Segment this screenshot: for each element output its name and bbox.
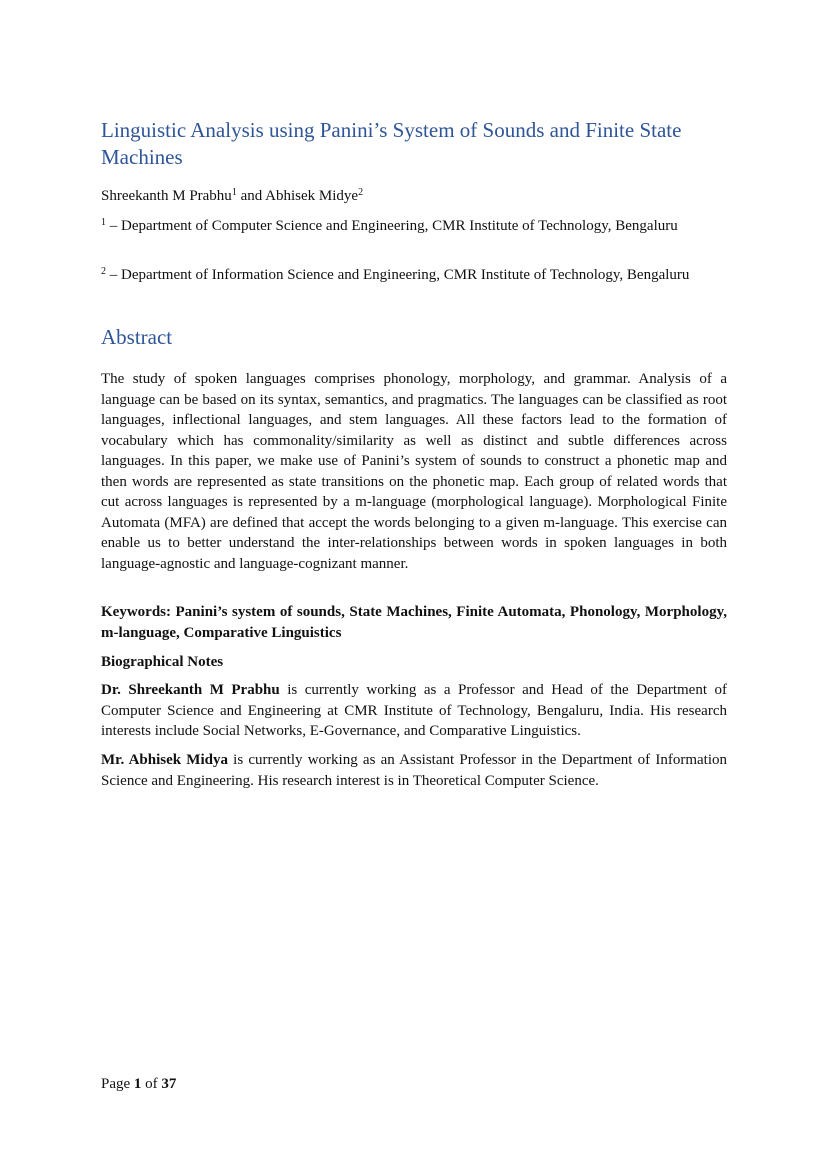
keywords: Keywords: Panini’s system of sounds, State Machines, Finite Automata, Phonology, Morphology, m-language, Comparative Linguistics	[101, 604, 727, 641]
bio-1-text: is currently working as a Professor and Head of the Department of Computer Science and Engineering at CMR Institute of Technology, Bengaluru, India. His research interests include Social Networks, E-Governance, and Comparative Linguistics.	[101, 682, 727, 739]
author-1-name: Shreekanth M Prabhu	[101, 188, 232, 204]
author-line	[101, 186, 727, 206]
page-label: Page	[101, 1076, 134, 1092]
affiliation-1-marker: 1	[101, 217, 106, 228]
affiliation-2-text: – Department of Information Science and Engineering, CMR Institute of Technology, Bengaluru	[106, 267, 690, 283]
affiliation-2	[101, 265, 727, 286]
bio-1-name: Dr. Shreekanth M Prabhu	[101, 682, 280, 698]
bio-2-text: is currently working as an Assistant Professor in the Department of Information Science and Engineering. His research interest is in Theoretical Computer Science.	[101, 752, 727, 789]
page-number: 1	[133, 1076, 142, 1092]
page-of-label: of	[141, 1076, 162, 1092]
page-footer	[101, 1074, 176, 1094]
affiliation-2-marker: 2	[101, 266, 106, 277]
paper-title: Linguistic Analysis using Panini’s System of Sounds and Finite State Machines	[101, 118, 682, 169]
abstract-text: The study of spoken languages comprises phonology, morphology, and grammar. Analysis of a language can be based on its syntax, semantics, and pragmatics. The languages can be classified as root languages, inflectional languages, and stem languages. All these factors lead to the formation of vocabulary which has commonality/similarity as well as distinct and subtle differences across languages. In this paper, we make use of Panini’s system of sounds to construct a phonetic map and then words are represented as state transitions on the phonetic map. Each group of related words that cut across languages is represented by a m-language (morphological language). Morphological Finite Automata (MFA) are defined that accept the words belonging to a given m-language. This exercise can enable us to better understand the inter-relationships between words in spoken languages in both language-agnostic and language-cognizant manner.	[101, 371, 727, 572]
affiliation-1-text: – Department of Computer Science and Engineering, CMR Institute of Technology, Bengaluru	[106, 218, 678, 234]
abstract-heading: Abstract	[101, 325, 173, 349]
bio-paragraph-1	[101, 680, 727, 742]
author-2-superscript: 2	[358, 187, 364, 198]
author-2-name: Abhisek Midye	[265, 188, 359, 204]
bio-2-name: Mr. Abhisek Midya	[101, 752, 228, 768]
affiliation-1	[101, 216, 727, 237]
author-1-superscript: 1	[231, 187, 237, 198]
author-connector: and	[236, 188, 266, 204]
bio-paragraph-2	[101, 750, 727, 791]
biographical-notes-heading: Biographical Notes	[101, 654, 224, 670]
page-total: 37	[161, 1076, 177, 1092]
